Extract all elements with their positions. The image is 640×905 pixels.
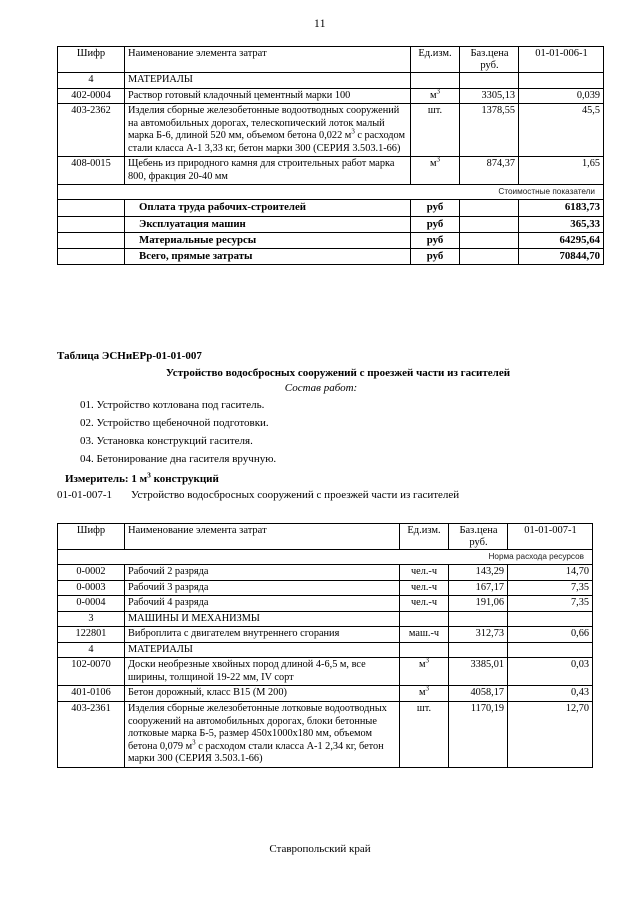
- cell-unit: руб: [411, 216, 460, 232]
- cell-code: [58, 216, 125, 232]
- table-1-header: [58, 47, 604, 73]
- th-price-line1: Баз.цена: [470, 48, 509, 59]
- cell-value: 7,35: [508, 596, 593, 612]
- th-price-line1: Баз.цена: [459, 525, 498, 536]
- norm-code-line: [57, 488, 585, 503]
- cell-code: 0-0002: [58, 565, 125, 581]
- cell-price: [460, 200, 519, 216]
- cell-price: [460, 216, 519, 232]
- measure-unit-pre: Измеритель: 1 м: [65, 472, 148, 485]
- cell-total-name: Всего, прямые затраты: [125, 248, 411, 264]
- table-row: [58, 157, 604, 185]
- cell-code: [58, 200, 125, 216]
- cell-code: 102-0070: [58, 658, 125, 686]
- table-total-row: [58, 200, 604, 216]
- cell-code: 402-0004: [58, 88, 125, 104]
- cell-value: 45,5: [519, 104, 604, 157]
- section-norm-007: [57, 350, 585, 503]
- cell-unit: [411, 73, 460, 89]
- th-code: Шифр: [58, 47, 125, 73]
- th-price-line2: руб.: [480, 59, 499, 71]
- cell-code: [58, 232, 125, 248]
- cell-price: 3305,13: [460, 88, 519, 104]
- cell-value: 0,039: [519, 88, 604, 104]
- cell-name: Бетон дорожный, класс В15 (М 200): [125, 686, 400, 702]
- th-code: Шифр: [58, 524, 125, 550]
- unit-superscript: 3: [436, 87, 441, 96]
- work-item: 02. Устройство щебеночной подготовки.: [80, 416, 269, 429]
- cell-unit: чел.-ч: [400, 580, 449, 596]
- table-total-row: [58, 216, 604, 232]
- table-row: [58, 642, 593, 658]
- cell-unit: руб: [411, 200, 460, 216]
- page-footer: Ставропольский край: [269, 843, 371, 855]
- cell-name: Виброплита с двигателем внутреннего сгорания: [125, 627, 400, 643]
- cell-name: Рабочий 2 разряда: [125, 565, 400, 581]
- cell-price: 4058,17: [449, 686, 508, 702]
- table-1-container: [57, 46, 604, 265]
- cost-table-2: [57, 523, 593, 768]
- measure-unit: [57, 470, 585, 485]
- th-value: 01-01-007-1: [508, 524, 593, 550]
- cell-unit: [400, 611, 449, 627]
- cell-total-value: 64295,64: [519, 232, 604, 248]
- cell-unit: шт.: [400, 702, 449, 768]
- th-unit: Ед.изм.: [411, 47, 460, 73]
- cell-code: [58, 248, 125, 264]
- cell-unit: шт.: [411, 104, 460, 157]
- table-row: [58, 104, 604, 157]
- band-label: Стоимостные показатели: [58, 185, 604, 200]
- table-row: [58, 596, 593, 612]
- work-item: 03. Установка конструкций гасителя.: [80, 434, 253, 447]
- cell-name: МАТЕРИАЛЫ: [125, 642, 400, 658]
- table-row: [58, 580, 593, 596]
- table-2-body: [58, 550, 593, 768]
- norm-title: Устройство водосбросных сооружений с проезжей части из гасителей: [131, 488, 460, 501]
- th-value: 01-01-006-1: [519, 47, 604, 73]
- cell-unit: маш.-ч: [400, 627, 449, 643]
- cell-code: 122801: [58, 627, 125, 643]
- cell-value: [508, 642, 593, 658]
- page-number: 11: [313, 18, 327, 30]
- cell-code: 4: [58, 73, 125, 89]
- unit-superscript: 3: [192, 738, 196, 747]
- table-total-row: [58, 248, 604, 264]
- cell-code: 403-2361: [58, 702, 125, 768]
- cell-price: [449, 642, 508, 658]
- cell-value: 0,03: [508, 658, 593, 686]
- norm-code: 01-01-007-1: [57, 488, 112, 501]
- table-row: [58, 611, 593, 627]
- cell-name: Изделия сборные железобетонные водоотводных сооружений на автомобильных дорогах, телескопический лоток малый марка Б-6, длиной 520 мм, объемом бетона 0,022 $м^3$ с расходом стали класса А-1 3,33 кг, бетон марки 300 (СЕРИЯ 3.503.1-66): [125, 104, 411, 157]
- cell-code: 408-0015: [58, 157, 125, 185]
- unit-superscript: 3: [425, 656, 430, 665]
- table-row: [58, 524, 593, 550]
- cell-code: 0-0004: [58, 596, 125, 612]
- cell-price: 312,73: [449, 627, 508, 643]
- cell-unit: [400, 642, 449, 658]
- table-row: [58, 702, 593, 768]
- cell-name: Рабочий 4 разряда: [125, 596, 400, 612]
- table-row: [58, 88, 604, 104]
- cell-unit: $м^3$: [400, 658, 449, 686]
- measure-unit-post: конструкций: [150, 472, 219, 485]
- works-composition-label: Состав работ:: [284, 382, 358, 394]
- work-item: 01. Устройство котлована под гаситель.: [80, 399, 265, 411]
- measure-unit-sup: 3: [147, 470, 151, 480]
- cell-unit: $м^3$: [411, 157, 460, 185]
- cell-price: 1170,19: [449, 702, 508, 768]
- works-list: [57, 398, 585, 468]
- cell-name: Раствор готовый кладочный цементный марки 100: [125, 88, 411, 104]
- cell-total-name: Эксплуатация машин: [125, 216, 411, 232]
- table-row: [58, 73, 604, 89]
- table-1-body: [58, 73, 604, 265]
- cell-name: Рабочий 3 разряда: [125, 580, 400, 596]
- table-band-row: [58, 550, 593, 565]
- table-row: [58, 627, 593, 643]
- band-label: Норма расхода ресурсов: [58, 550, 593, 565]
- unit-superscript: 3: [351, 127, 355, 136]
- cell-price: 191,06: [449, 596, 508, 612]
- th-name: Наименование элемента затрат: [125, 47, 411, 73]
- cell-unit: $м^3$: [400, 686, 449, 702]
- table-row: [58, 658, 593, 686]
- cell-price: [449, 611, 508, 627]
- table-band-row: [58, 185, 604, 200]
- th-price-line2: руб.: [469, 536, 488, 548]
- cell-total-value: 6183,73: [519, 200, 604, 216]
- cell-code: 401-0106: [58, 686, 125, 702]
- cell-name: МАТЕРИАЛЫ: [125, 73, 411, 89]
- cell-value: [508, 611, 593, 627]
- cell-price: 1378,55: [460, 104, 519, 157]
- cell-price: [460, 73, 519, 89]
- cell-code: 3: [58, 611, 125, 627]
- cell-value: 12,70: [508, 702, 593, 768]
- cell-code: 0-0003: [58, 580, 125, 596]
- cell-total-name: Материальные ресурсы: [125, 232, 411, 248]
- cost-table-1: [57, 46, 604, 265]
- table-row: [58, 686, 593, 702]
- cell-unit: руб: [411, 248, 460, 264]
- cell-price: 167,17: [449, 580, 508, 596]
- cell-name: Щебень из природного камня для строительных работ марка 800, фракция 20-40 мм: [125, 157, 411, 185]
- cell-unit: руб: [411, 232, 460, 248]
- cell-value: 7,35: [508, 580, 593, 596]
- cell-value: 1,65: [519, 157, 604, 185]
- cell-total-value: 70844,70: [519, 248, 604, 264]
- th-price: [460, 47, 519, 73]
- cell-price: 3385,01: [449, 658, 508, 686]
- table-2-header: [58, 524, 593, 550]
- cell-price: [460, 248, 519, 264]
- cell-price: 874,37: [460, 157, 519, 185]
- table-2-container: [57, 523, 593, 768]
- cell-unit: чел.-ч: [400, 565, 449, 581]
- table-label: Таблица ЭСНиЕРр-01-01-007: [57, 350, 202, 362]
- work-item: 04. Бетонирование дна гасителя вручную.: [80, 452, 277, 465]
- cell-price: [460, 232, 519, 248]
- cell-name: Изделия сборные железобетонные лотковые водоотводных сооружений на автомобильных дорогах, блоки бетонные лотковые марка Б-5, размер 450х1000х180 мм, объемом бетона 0,079 $м^3$ с расходом стали класса А-1 2,34 кг, бетон марки 300 (СЕРИЯ 3.503.1-66): [125, 702, 400, 768]
- th-unit: Ед.изм.: [400, 524, 449, 550]
- cell-code: 4: [58, 642, 125, 658]
- unit-superscript: 3: [436, 155, 441, 164]
- cell-code: 403-2362: [58, 104, 125, 157]
- cell-total-name: Оплата труда рабочих-строителей: [125, 200, 411, 216]
- cell-value: 0,43: [508, 686, 593, 702]
- cell-name: МАШИНЫ И МЕХАНИЗМЫ: [125, 611, 400, 627]
- cell-price: 143,29: [449, 565, 508, 581]
- table-total-row: [58, 232, 604, 248]
- section-title: Устройство водосбросных сооружений с проезжей части из гасителей: [165, 367, 511, 379]
- cell-unit: чел.-ч: [400, 596, 449, 612]
- cell-value: 0,66: [508, 627, 593, 643]
- cell-name: Доски необрезные хвойных пород длиной 4-6,5 м, все ширины, толщиной 19-22 мм, IV сорт: [125, 658, 400, 686]
- cell-unit: $м^3$: [411, 88, 460, 104]
- cell-value: [519, 73, 604, 89]
- th-name: Наименование элемента затрат: [125, 524, 400, 550]
- table-row: [58, 565, 593, 581]
- cell-total-value: 365,33: [519, 216, 604, 232]
- unit-superscript: 3: [425, 685, 430, 694]
- cell-value: 14,70: [508, 565, 593, 581]
- table-row: [58, 47, 604, 73]
- th-price: [449, 524, 508, 550]
